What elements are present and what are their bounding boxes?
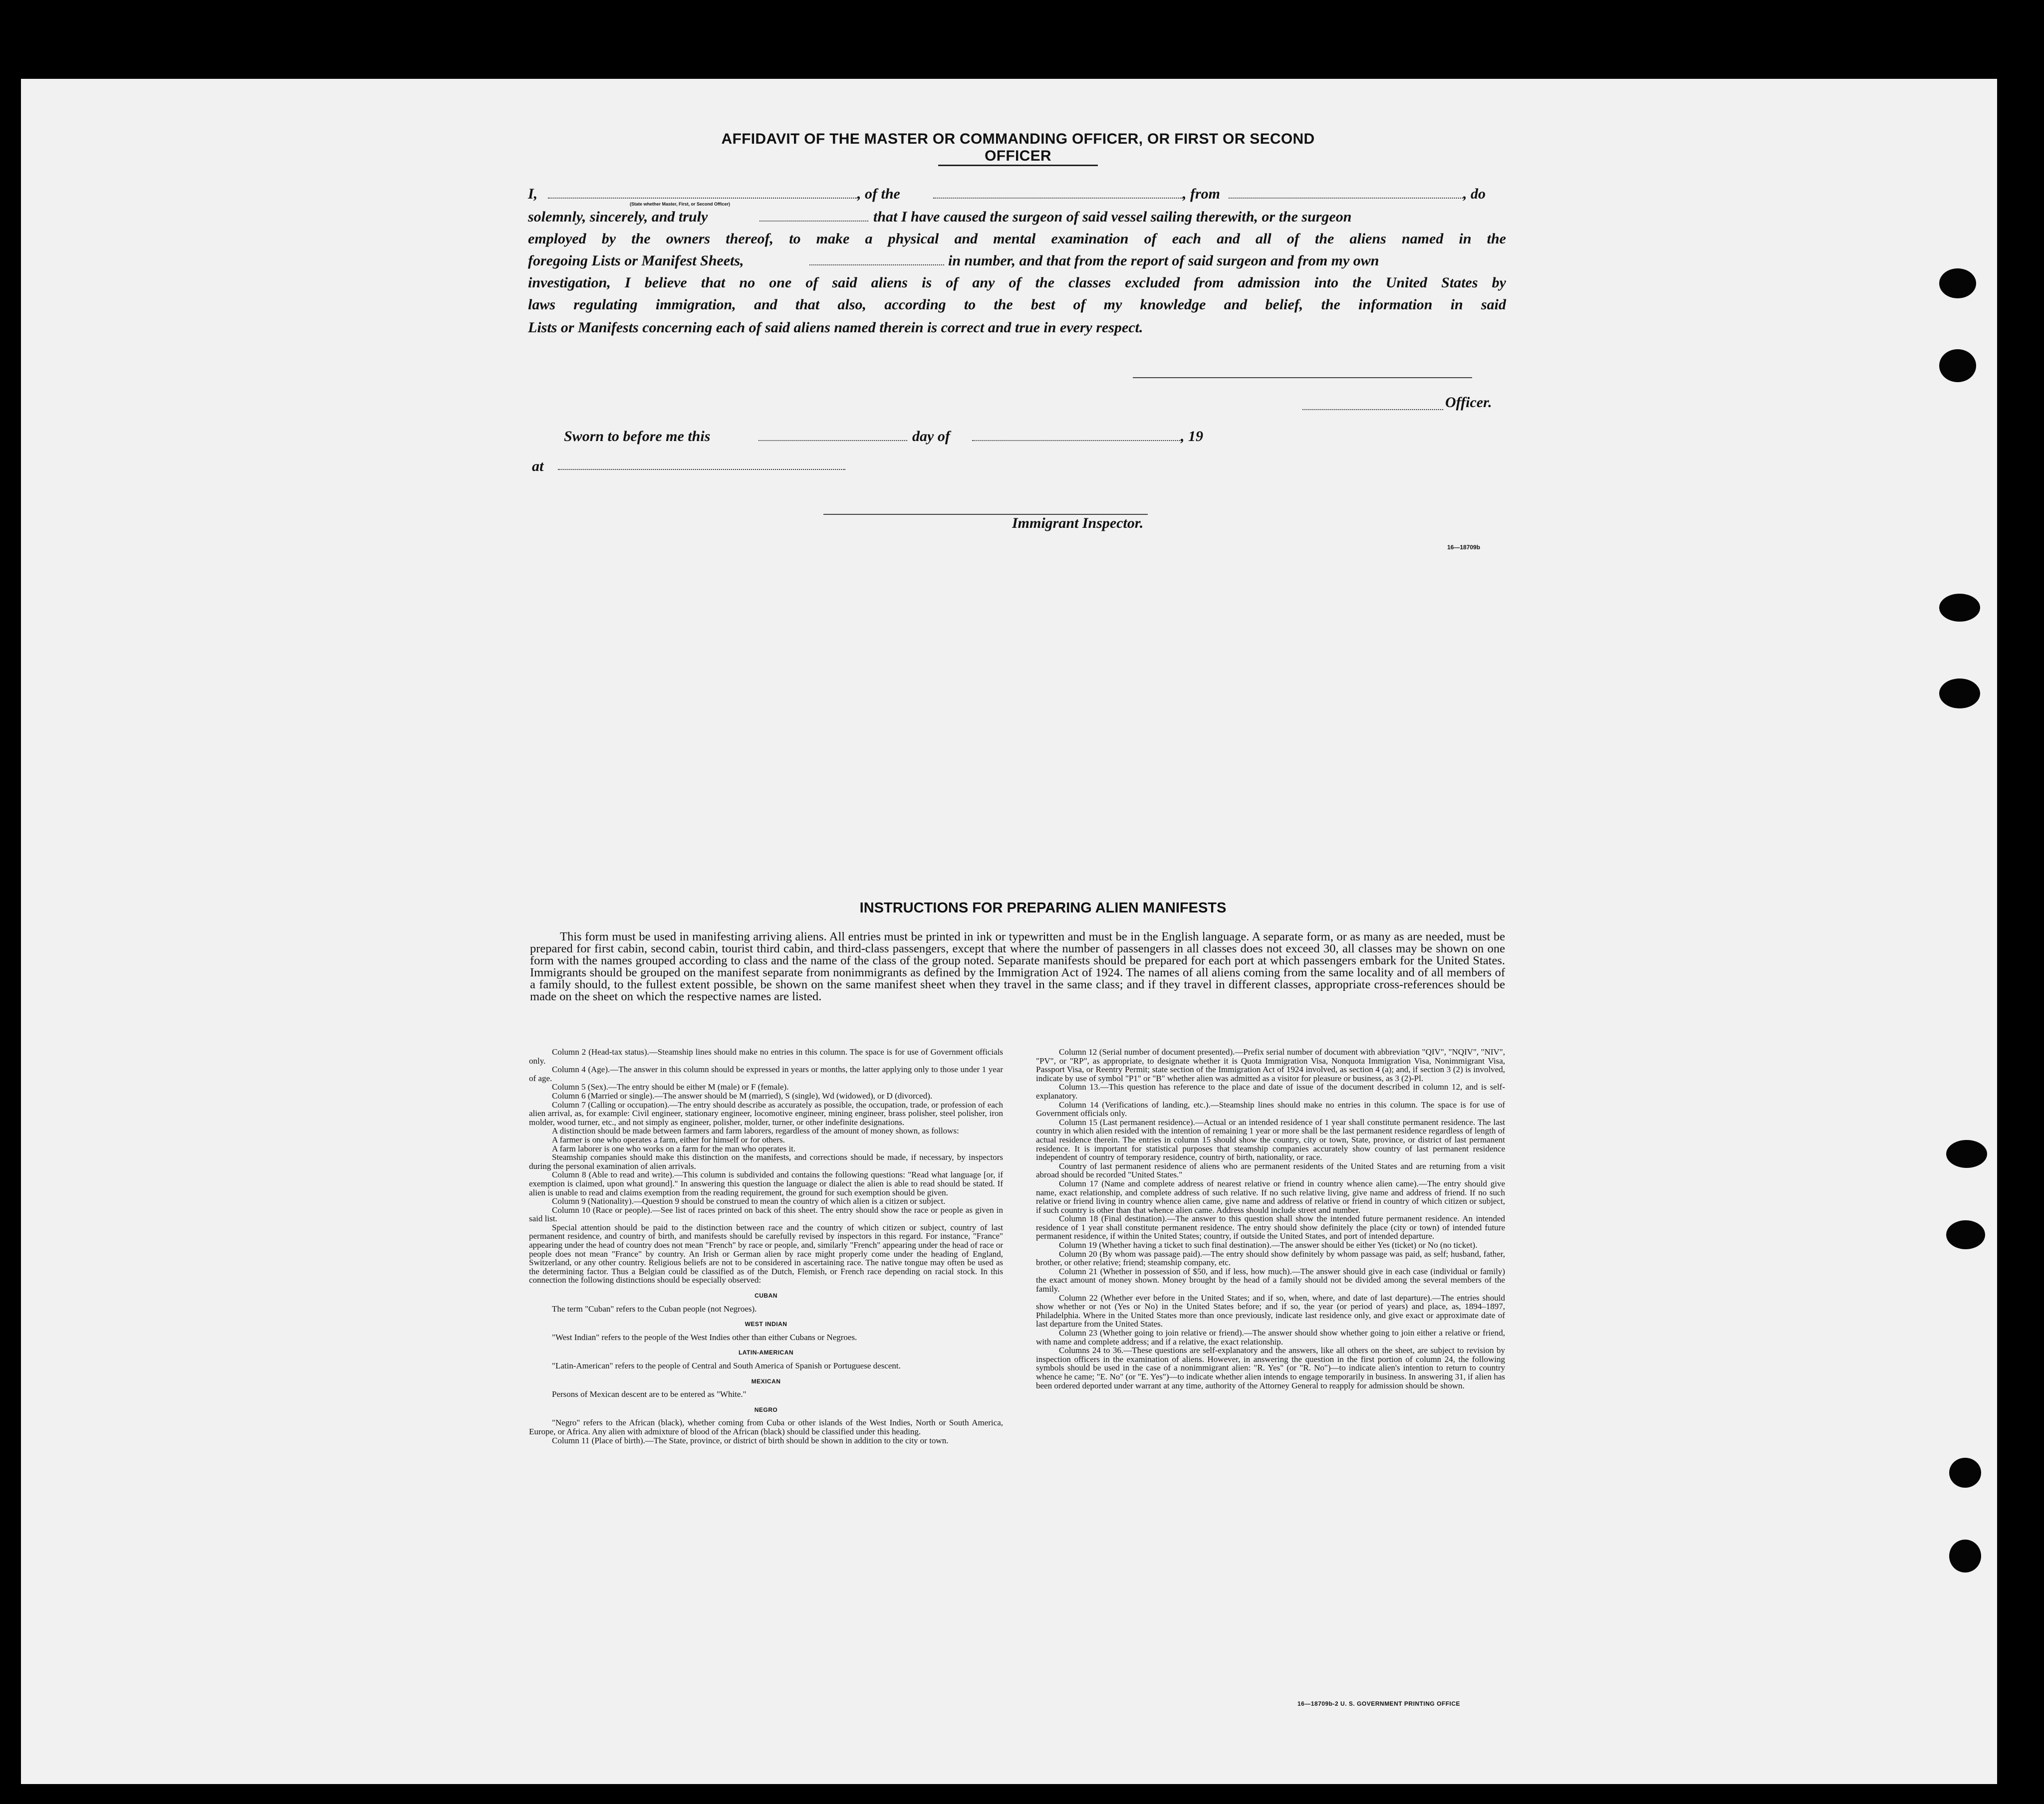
sworn-blank[interactable] <box>760 221 868 222</box>
affidavit-line-4a: foregoing Lists or Manifest Sheets, <box>528 252 744 269</box>
punch-hole <box>1939 268 1976 298</box>
left-paragraph: A distinction should be made between farmers and farm laborers, regardless of the amount of money shown, as follows: <box>552 1126 959 1136</box>
left-paragraph: Column 8 (Able to read and write).—This column is subdivided and contains the following questions: "Read what language [or, if exemption is claimed, upon what ground]." In answering this question the language or dialect the alien is able to read should be stated. If alien is unable to read and claims exemption from the reading requirement, the ground for such exemption should be given. <box>529 1170 1003 1197</box>
affidavit-form-number: 16—18709b <box>1447 544 1481 551</box>
latin-american-text: "Latin-American" refers to the people of Central and South America of Spanish or Portuguese descent. <box>552 1361 901 1370</box>
left-paragraph: Column 4 (Age).—The answer in this column should be expressed in years or months, the latter applying only to those under 1 year of age. <box>529 1065 1003 1083</box>
sworn-day-blank[interactable] <box>759 440 907 441</box>
left-paragraph: Column 7 (Calling or occupation).—The entry should describe as accurately as possible, the occupation, trade, or profession of each alien arrival, as, for example: Civil engineer, stationary engineer, locomotive engineer, mining engineer, brass polisher, steel polisher, iron molder, wood turner, etc., and not simply as engineer, polisher, molder, turner, or other indefinite designations. <box>529 1100 1003 1127</box>
sworn-month-blank[interactable] <box>972 440 1182 441</box>
negro-heading: NEGRO <box>754 1406 778 1413</box>
from-port-blank[interactable] <box>1229 198 1463 199</box>
left-paragraph: Steamship companies should make this distinction on the manifests, and corrections should be made, if necessary, by inspectors during the personal examination of alien arrivals. <box>529 1152 1003 1171</box>
right-paragraph: Column 15 (Last permanent residence).—Actual or an intended residence of 1 year shall constitute permanent residence. The last country in which alien resided with the intention of remaining 1 year or more shall be the last permanent residence regardless of length of actual residence therein. The entries in column 15 should show the country, city or town, State, province, or district of last permanent residence. It is important for statistical purposes that steamship companies accurately show country of last permanent residence independent of country of temporary residence, country of birth, nationality, or race. <box>1036 1117 1505 1162</box>
left-paragraph: Column 6 (Married or single).—The answer should be M (married), S (single), Wd (widowed), or D (divorced). <box>552 1091 933 1101</box>
officer-title-blank[interactable] <box>1302 409 1443 410</box>
west-indian-text: "West Indian" refers to the people of the West Indies other than either Cubans or Negroes. <box>552 1332 857 1342</box>
right-paragraph: Column 22 (Whether ever before in the United States; and if so, when, where, and date of last departure).—The entries should show whether or not (Yes or No) in the United States before; and if so, the year (or period of years) and place, as, 1894–1897, Philadelphia. Where in the United States more than once previously, indicate last residence only, and give exact or approximate date of last departure from the United States. <box>1036 1293 1505 1329</box>
day-of-label: day of <box>912 428 950 445</box>
punch-hole <box>1946 1220 1985 1249</box>
signature-line[interactable] <box>1133 377 1472 378</box>
punch-hole <box>1949 1540 1981 1573</box>
affidavit-line-2a: solemnly, sincerely, and truly <box>528 209 708 225</box>
title-underline <box>938 165 1098 166</box>
affidavit-line-5: investigation, I believe that no one of said aliens is of any of the classes excluded from admission into the United States by <box>528 274 1506 291</box>
left-paragraph: Column 10 (Race or people).—See list of races printed on back of this sheet. The entry should show the race or people as given in said list. <box>529 1205 1003 1224</box>
do-label: , do <box>1463 186 1486 202</box>
right-paragraph: Column 12 (Serial number of document presented).—Prefix serial number of document with abbreviation "QIV", "NQIV", "NIV", "PV", or "RP", as appropriate, to designate whether it is Quota Immigration Visa, Nonquota Immigration Visa, Nonimmigrant Visa, Passport Visa, or Reentry Permit; state section of the Immigration Act of 1924 involved, as section 4 (a); and, if section 3 (2) is involved, indicate by use of symbol "P1" or "B" whether alien was admitted as a visitor for pleasure or business, as 3 (2)-Pl. <box>1036 1047 1505 1083</box>
officer-rank-blank[interactable] <box>548 198 857 199</box>
left-paragraph: Column 5 (Sex).—The entry should be either M (male) or F (female). <box>552 1082 789 1092</box>
rank-hint: (State whether Master, First, or Second Officer) <box>630 202 731 207</box>
instructions-right-column <box>1036 1048 1505 1390</box>
instructions-left-column <box>529 1048 1003 1445</box>
mexican-heading: MEXICAN <box>751 1377 781 1385</box>
left-paragraph: Special attention should be paid to the distinction between race and the country of which citizen or subject, country of last permanent residence, and country of birth, and manifests should be carefully revised by inspectors in this regard. For instance, "France" appearing under the head of country does not mean "French" by race or people, and, similarly "French" appearing under the head of race or people does not mean "France" by country. An Irish or German alien by race might properly come under the heading of England, Switzerland, or any other country. Religious beliefs are not to be considered in ascertaining race. The native tongue may often be used as the determining factor. Thus a Belgian could be classified as of the Dutch, Flemish, or French race depending on racial stock. In this connection the following distinctions should be especially observed: <box>529 1222 1003 1285</box>
inspector-label: Immigrant Inspector. <box>1012 515 1144 531</box>
column-11-text: Column 11 (Place of birth).—The State, province, or district of birth should be shown in addition to the city or town. <box>552 1435 949 1445</box>
punch-hole <box>1949 1458 1981 1488</box>
latin-american-heading: LATIN-AMERICAN <box>738 1349 794 1356</box>
at-label: at <box>532 458 544 474</box>
right-paragraph: Column 23 (Whether going to join relative or friend).—The answer should show whether going to join either a relative or friend, with name and complete address; and if a relative, the exact relationship. <box>1036 1328 1505 1347</box>
west-indian-heading: WEST INDIAN <box>745 1321 787 1328</box>
affidavit-line-7: Lists or Manifests concerning each of said aliens named therein is correct and true in every respect. <box>528 319 1143 336</box>
vessel-blank[interactable] <box>933 198 1183 199</box>
right-paragraph: Country of last permanent residence of aliens who are permanent residents of the United States and are returning from a visit abroad should be recorded "United States." <box>1036 1161 1505 1180</box>
sheet-count-blank[interactable] <box>809 264 944 265</box>
punch-hole <box>1939 678 1980 708</box>
punch-hole <box>1939 349 1976 382</box>
right-paragraph: Column 13.—This question has reference to the place and date of issue of the document described in column 12, and is self-explanatory. <box>1036 1082 1505 1101</box>
instructions-intro: This form must be used in manifesting arriving aliens. All entries must be printed in ink or typewritten and must be in the English language. A separate form, or as many as are needed, must be prepared for first cabin, second cabin, tourist third cabin, and third-class passengers, except that where the number of passengers in all classes does not exceed 30, all classes may be shown on one form with the names grouped according to class and the name of the class of the group noted. Separate manifests should be prepared for each port at which passengers embark for the United States. Immigrants should be grouped on the manifest separate from nonimmigrants as defined by the Immigration Act of 1924. The names of all aliens coming from the same locality and of all members of a family should, to the fullest extent possible, be shown on the same manifest sheet when they travel in the same class; and if they travel in different classes, appropriate cross-references should be made on the sheet on which the respective names are listed. <box>530 930 1505 1003</box>
affidavit-i: I, <box>528 186 538 202</box>
cuban-text: The term "Cuban" refers to the Cuban people (not Negroes). <box>552 1304 757 1314</box>
printing-office-footer: 16—18709b-2 U. S. GOVERNMENT PRINTING OFFICE <box>1297 1700 1461 1707</box>
officer-label: Officer. <box>1445 394 1492 411</box>
year-label: , 19 <box>1181 428 1203 445</box>
right-paragraph: Columns 24 to 36.—These questions are self-explanatory and the answers, like all others on the sheet, are subject to revision by inspection officers in the examination of aliens. However, in answering the question in the first portion of column 24, the following symbols should be used in the case of a nonimmigrant alien: "R. Yes" (or "R. No")—to indicate alien's intention to return to country whence he came; "E. No" (or "E. Yes")—to indicate whether alien intends to engage temporarily in business. In answering 31, if alien has been ordered deported under warrant at any time, authority of the Attorney General to reapply for admission should be shown. <box>1036 1346 1505 1390</box>
left-paragraph: Column 9 (Nationality).—Question 9 should be construed to mean the country of which alien is a citizen or subject. <box>552 1196 946 1206</box>
sworn-label: Sworn to before me this <box>564 428 711 445</box>
negro-text: "Negro" refers to the African (black), whether coming from Cuba or other islands of the West Indies, North or South America, Europe, or Africa. Any alien with admixture of blood of the African (black) should be classified under this heading. <box>529 1418 1003 1436</box>
right-paragraph: Column 19 (Whether having a ticket to such final destination).—The answer should be either Yes (ticket) or No (no ticket). <box>1059 1240 1478 1250</box>
sworn-place-blank[interactable] <box>558 469 845 470</box>
punch-hole <box>1939 594 1980 622</box>
right-paragraph: Column 18 (Final destination).—The answer to this question shall show the intended future permanent residence. An intended residence of 1 year shall constitute permanent residence. The entry should show definitely the place (city or town) of intended future permanent residence, if within the United States; country, if outside the United States, and port of intended departure. <box>1036 1214 1505 1241</box>
affidavit-line-4b: in number, and that from the report of said surgeon and from my own <box>948 252 1379 269</box>
left-paragraph: A farm laborer is one who works on a farm for the man who operates it. <box>552 1143 796 1153</box>
cuban-heading: CUBAN <box>755 1292 777 1300</box>
right-paragraph: Column 14 (Verifications of landing, etc.).—Steamship lines should make no entries in this column. The space is for use of Government officials only. <box>1036 1100 1505 1119</box>
right-paragraph: Column 17 (Name and complete address of nearest relative or friend in country whence alien came).—The entry should give name, exact relationship, and complete address of such relative. If no such relative living, give name and address of friend. If no such relative or friend living in country whence alien came, give name and address of relative or friend in country of which citizen or subject, if such country is other than that whence alien came. Address should include street and number. <box>1036 1178 1505 1215</box>
right-paragraph: Column 21 (Whether in possession of $50, and if less, how much).—The answer should give in each case (individual or family) the exact amount of money shown. Money brought by the head of a family should not be divided among the several members of the family. <box>1036 1266 1505 1294</box>
mexican-text: Persons of Mexican descent are to be entered as "White." <box>552 1389 747 1399</box>
of-the-label: , of the <box>857 186 900 202</box>
left-paragraph: A farmer is one who operates a farm, either for himself or for others. <box>552 1134 785 1144</box>
left-paragraph: Column 2 (Head-tax status).—Steamship lines should make no entries in this column. The space is for use of Government officials only. <box>529 1047 1003 1066</box>
affidavit-line-2b: that I have caused the surgeon of said vessel sailing therewith, or the surgeon <box>873 209 1352 225</box>
instructions-title: INSTRUCTIONS FOR PREPARING ALIEN MANIFESTS <box>859 900 1227 916</box>
from-label: , from <box>1183 186 1220 202</box>
punch-hole <box>1946 1140 1987 1168</box>
right-paragraph: Column 20 (By whom was passage paid).—The entry should show definitely by whom passage was paid, as self; husband, father, brother, or other relative; friend; steamship company, etc. <box>1036 1249 1505 1268</box>
affidavit-title: AFFIDAVIT OF THE MASTER OR COMMANDING OFFICER, OR FIRST OR SECOND OFFICER <box>721 131 1315 164</box>
affidavit-line-6: laws regulating immigration, and that also, according to the best of my knowledge and belief, the information in said <box>528 296 1506 313</box>
affidavit-line-3: employed by the owners thereof, to make a physical and mental examination of each and all of the aliens named in the <box>528 230 1506 247</box>
